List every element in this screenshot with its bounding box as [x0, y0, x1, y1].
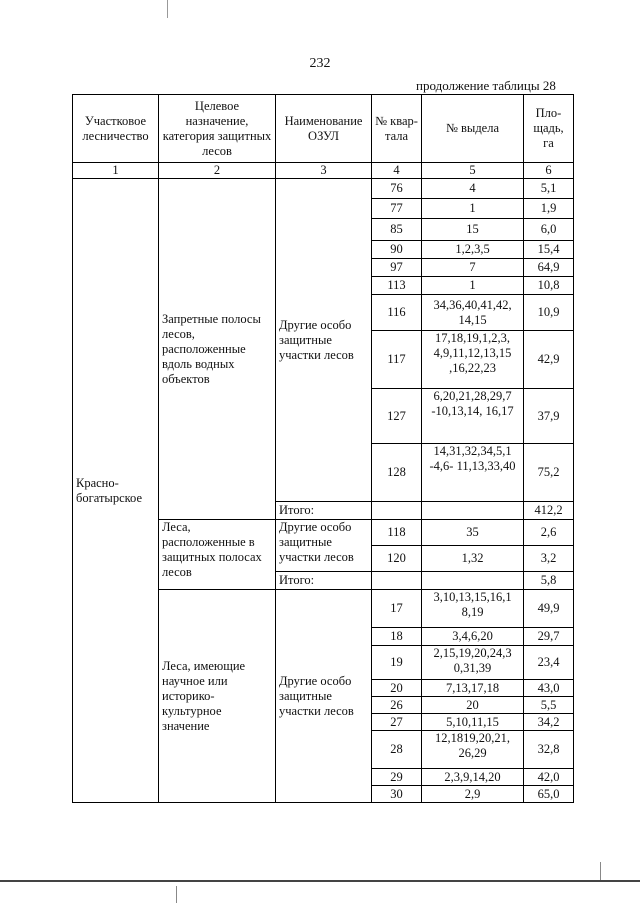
- area-cell: 10,9: [524, 295, 574, 331]
- col-number: 6: [524, 163, 574, 179]
- kvartal-cell: 120: [372, 546, 422, 572]
- empty-cell: [422, 572, 524, 590]
- scan-edge-mark: [600, 862, 601, 882]
- vydel-cell: 35: [422, 520, 524, 546]
- col-number: 3: [276, 163, 372, 179]
- area-cell: 49,9: [524, 590, 574, 628]
- total-area: 412,2: [524, 502, 574, 520]
- kvartal-cell: 118: [372, 520, 422, 546]
- table-continuation-label: продолжение таблицы 28: [416, 78, 556, 93]
- kvartal-cell: 19: [372, 646, 422, 680]
- kvartal-cell: 117: [372, 331, 422, 389]
- kvartal-cell: 97: [372, 259, 422, 277]
- kvartal-cell: 20: [372, 680, 422, 697]
- ozul-cell: Другие особо защитные участки лесов: [276, 590, 372, 803]
- area-cell: 3,2: [524, 546, 574, 572]
- header-kvartal: № квар-тала: [372, 95, 422, 163]
- area-cell: 42,0: [524, 769, 574, 786]
- col-number: 5: [422, 163, 524, 179]
- kvartal-cell: 90: [372, 241, 422, 259]
- total-label: Итого:: [276, 502, 372, 520]
- vydel-cell: 20: [422, 697, 524, 714]
- page-number: 232: [309, 56, 331, 71]
- kvartal-cell: 85: [372, 219, 422, 241]
- purpose-cell: Леса, расположенные в защитных полосах лесов: [159, 520, 276, 590]
- kvartal-cell: 28: [372, 731, 422, 769]
- kvartal-cell: 29: [372, 769, 422, 786]
- area-cell: 32,8: [524, 731, 574, 769]
- col-number: 2: [159, 163, 276, 179]
- area-cell: 5,5: [524, 697, 574, 714]
- kvartal-cell: 18: [372, 628, 422, 646]
- vydel-cell: 1: [422, 199, 524, 219]
- area-cell: 75,2: [524, 444, 574, 502]
- vydel-cell: 5,10,11,15: [422, 714, 524, 731]
- vydel-cell: 1,32: [422, 546, 524, 572]
- ozul-cell: Другие особо защитные участки лесов: [276, 179, 372, 502]
- empty-cell: [372, 572, 422, 590]
- header-row: [73, 95, 574, 163]
- header-purpose: Целевое назначение, категория защитных лесов: [159, 95, 276, 163]
- area-cell: 23,4: [524, 646, 574, 680]
- header-area: Пло-щадь, га: [524, 95, 574, 163]
- table-row: [73, 179, 574, 199]
- vydel-cell: 2,9: [422, 786, 524, 803]
- vydel-cell: 34,36,40,41,42, 14,15: [422, 295, 524, 331]
- area-cell: 37,9: [524, 389, 574, 444]
- area-cell: 1,9: [524, 199, 574, 219]
- vydel-cell: 2,15,19,20,24,3 0,31,39: [422, 646, 524, 680]
- ozul-cell: Другие особо защитные участки лесов: [276, 520, 372, 572]
- bottom-crop-mark: [176, 886, 177, 903]
- area-cell: 29,7: [524, 628, 574, 646]
- column-number-row: [73, 163, 574, 179]
- kvartal-cell: 127: [372, 389, 422, 444]
- kvartal-cell: 128: [372, 444, 422, 502]
- purpose-cell: Леса, имеющие научное или историко-культурное значение: [159, 590, 276, 803]
- area-cell: 34,2: [524, 714, 574, 731]
- area-cell: 5,1: [524, 179, 574, 199]
- kvartal-cell: 30: [372, 786, 422, 803]
- empty-cell: [372, 502, 422, 520]
- col-number: 4: [372, 163, 422, 179]
- header-ozul: Наименование ОЗУЛ: [276, 95, 372, 163]
- top-crop-mark: [167, 0, 168, 18]
- kvartal-cell: 17: [372, 590, 422, 628]
- vydel-cell: 3,4,6,20: [422, 628, 524, 646]
- area-cell: 43,0: [524, 680, 574, 697]
- kvartal-cell: 27: [372, 714, 422, 731]
- vydel-cell: 1: [422, 277, 524, 295]
- vydel-cell: 14,31,32,34,5,1 -4,6- 11,13,33,40: [422, 444, 524, 502]
- kvartal-cell: 77: [372, 199, 422, 219]
- area-cell: 6,0: [524, 219, 574, 241]
- total-label: Итого:: [276, 572, 372, 590]
- kvartal-cell: 113: [372, 277, 422, 295]
- header-vydel: № выдела: [422, 95, 524, 163]
- vydel-cell: 17,18,19,1,2,3, 4,9,11,12,13,15 ,16,22,23: [422, 331, 524, 389]
- bottom-rule: [0, 880, 640, 882]
- kvartal-cell: 26: [372, 697, 422, 714]
- total-area: 5,8: [524, 572, 574, 590]
- vydel-cell: 15: [422, 219, 524, 241]
- vydel-cell: 6,20,21,28,29,7 -10,13,14, 16,17: [422, 389, 524, 444]
- area-cell: 15,4: [524, 241, 574, 259]
- kvartal-cell: 116: [372, 295, 422, 331]
- empty-cell: [422, 502, 524, 520]
- area-cell: 64,9: [524, 259, 574, 277]
- header-forestry: Участковое лесничество: [73, 95, 159, 163]
- area-cell: 2,6: [524, 520, 574, 546]
- area-cell: 10,8: [524, 277, 574, 295]
- vydel-cell: 7,13,17,18: [422, 680, 524, 697]
- forestry-name: Красно-богатырское: [73, 179, 159, 803]
- vydel-cell: 1,2,3,5: [422, 241, 524, 259]
- vydel-cell: 2,3,9,14,20: [422, 769, 524, 786]
- kvartal-cell: 76: [372, 179, 422, 199]
- vydel-cell: 12,1819,20,21, 26,29: [422, 731, 524, 769]
- area-cell: 65,0: [524, 786, 574, 803]
- vydel-cell: 7: [422, 259, 524, 277]
- vydel-cell: 4: [422, 179, 524, 199]
- purpose-cell: Запретные полосы лесов, расположенные вдоль водных объектов: [159, 179, 276, 520]
- forest-table: [72, 94, 574, 803]
- col-number: 1: [73, 163, 159, 179]
- vydel-cell: 3,10,13,15,16,1 8,19: [422, 590, 524, 628]
- area-cell: 42,9: [524, 331, 574, 389]
